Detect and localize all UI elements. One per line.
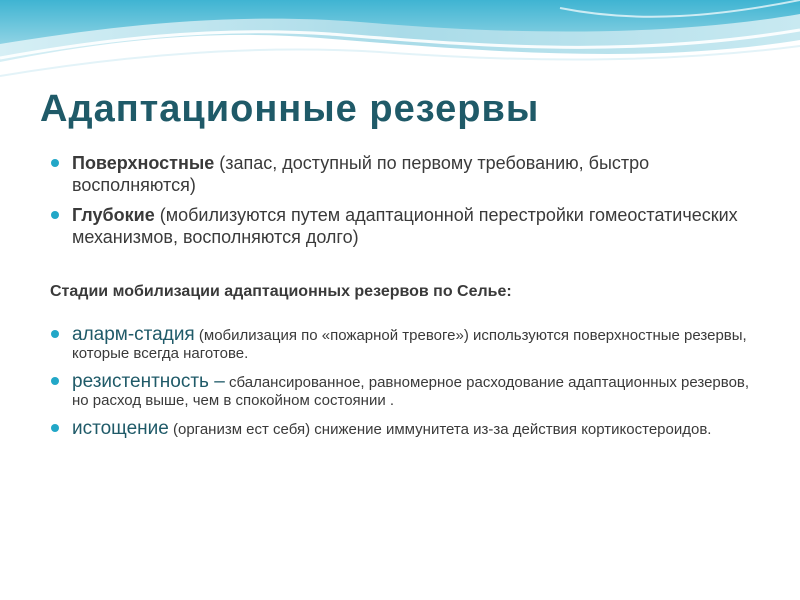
stage-term: истощение [72, 418, 169, 439]
stages-heading: Стадии мобилизации адаптационных резервов по Селье: [50, 283, 512, 300]
stage-term: резистентность – [72, 371, 225, 392]
stages-list [50, 326, 750, 439]
slide-content [50, 152, 750, 449]
bullet-dot-icon [51, 159, 59, 167]
stage-description: (мобилизация по «пожарной тревоге») используются поверхностные резервы, которые всегда наготове. [72, 327, 747, 362]
bullet-dot-icon [51, 377, 59, 385]
reserve-description: (мобилизуются путем адаптационной перестройки гомеостатических механизмов, восполняются долго) [72, 205, 738, 247]
slide-title: Адаптационные резервы [40, 88, 540, 130]
list-item [50, 420, 750, 439]
reserve-description: (запас, доступный по первому требованию, быстро восполняются) [72, 153, 650, 195]
reserves-list [50, 152, 750, 248]
list-item [50, 373, 750, 410]
stage-description: сбалансированное, равномерное расходование адаптационных резервов, но расход выше, чем в спокойном состоянии . [72, 374, 750, 409]
list-item [50, 204, 750, 248]
stage-description: (организм ест себя) снижение иммунитета из-за действия кортикостероидов. [168, 421, 712, 438]
bullet-dot-icon [51, 211, 59, 219]
stage-term: аларм-стадия [72, 324, 195, 345]
list-item [50, 152, 750, 196]
bullet-dot-icon [51, 424, 59, 432]
bullet-dot-icon [51, 330, 59, 338]
list-item [50, 326, 750, 363]
reserve-term: Поверхностные [72, 153, 215, 173]
reserve-term: Глубокие [72, 205, 155, 225]
